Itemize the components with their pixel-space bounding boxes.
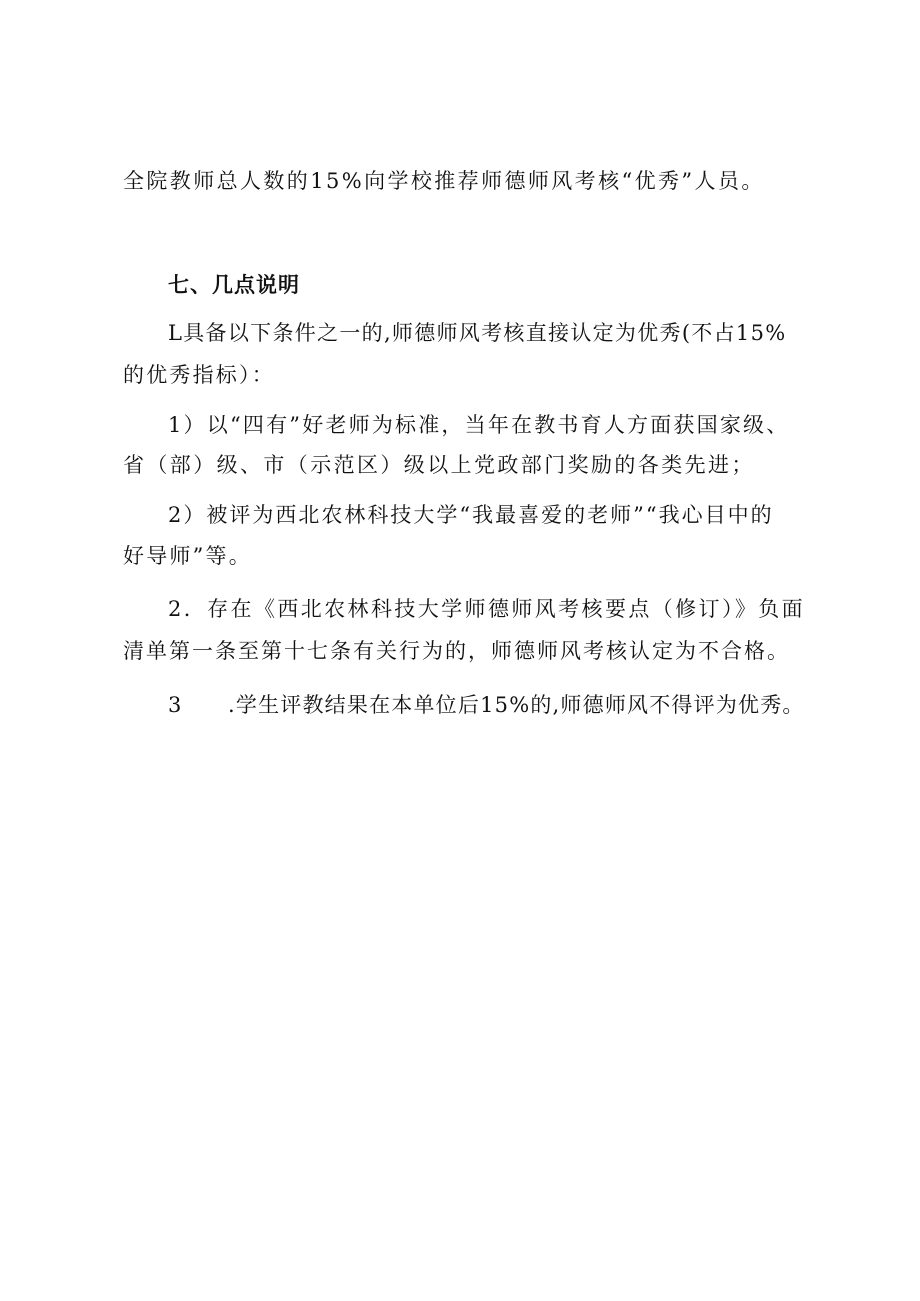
item-1-line-2: 的优秀指标）：	[123, 363, 275, 387]
section-heading: 七、几点说明	[168, 273, 300, 297]
sub-item-1-line-2: 省（部）级、市（示范区）级以上党政部门奖励的各类先进；	[123, 453, 755, 477]
sub-item-2-line-1: 2）被评为西北农林科技大学“我最喜爱的老师”“我心目中的	[168, 503, 774, 527]
item-2-line-2: 清单第一条至第十七条有关行为的，师德师风考核认定为不合格。	[123, 639, 790, 663]
item-3-text: .学生评教结果在本单位后15%的,师德师风不得评为优秀。	[228, 693, 805, 717]
sub-item-2-line-2: 好导师”等。	[123, 544, 252, 568]
item-3-number: 3	[168, 693, 182, 717]
continuation-line: 全院教师总人数的15%向学校推荐师德师风考核“优秀”人员。	[123, 169, 765, 193]
sub-item-1-line-1: 1）以“四有”好老师为标准，当年在教书育人方面获国家级、	[168, 413, 790, 437]
item-1-line-1: L具备以下条件之一的,师德师风考核直接认定为优秀(不占15%	[168, 321, 787, 345]
item-2-line-1: 2．存在《西北农林科技大学师德师风考核要点（修订）》负面	[168, 597, 806, 621]
